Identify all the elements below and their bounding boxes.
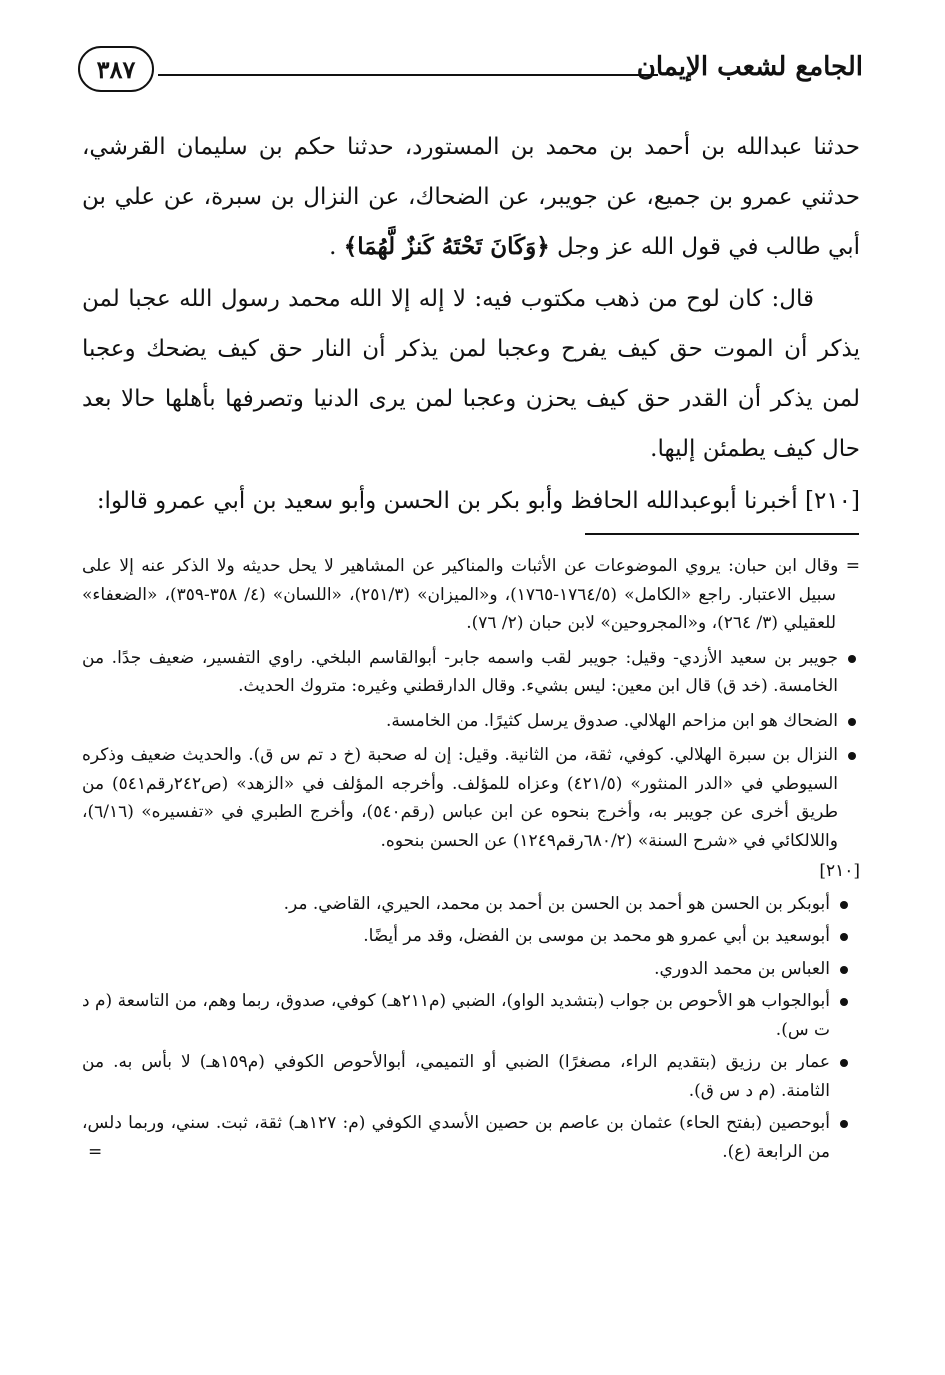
footnote-text: أبوبكر بن الحسن هو أحمد بن الحسن بن أحمد بن محمد، الحيري، القاضي. مر. xyxy=(283,893,830,914)
footnote-text: النزال بن سبرة الهلالي. كوفي، ثقة، من الثانية. وقيل: إن له صحبة (خ د تم س ق). والحديث ضعيف وذكره السيوطي في «الدر المنثور» (٤٢١/٥) وعزاه للمؤلف. وأخرجه المؤلف في «الزهد» (ص٢٤٢رقم٥٤١) من طريق أخرى عن جويبر به، وأخرج بنحوه عن ابن عباس (رقم٥٤٠)، وأخرج الطبري في «تفسيره» (٦/١٦)، واللالكائي في «شرح السنة» (٦٨٠/٢رقم١٢٤٩) عن الحسن بنحوه. xyxy=(82,745,839,851)
paragraph-hadith-210: [٢١٠] أخبرنا أبوعبدالله الحافظ وأبو بكر بن الحسن وأبو سعيد بن أبي عمرو قالوا: xyxy=(96,488,860,514)
bullet-icon xyxy=(840,901,848,909)
footnote-item xyxy=(82,1109,852,1166)
paragraph-isnad xyxy=(82,122,860,272)
footnote-text: الضحاك هو ابن مزاحم الهلالي. صدوق يرسل كثيرًا. من الخامسة. xyxy=(386,710,838,731)
page-header xyxy=(78,44,863,108)
footnote-item xyxy=(82,741,860,855)
footnote-continuation: = وقال ابن حبان: يروي الموضوعات عن الأثبات والمناكير عن المشاهير لا يحل حديثه ولا الذكر عنه إلا على سبيل الاعتبار. راجع «الكامل» (١٧٦٤/٥-١٧٦٥)، و«الميزان» (٢٥١/٣)، «اللسان» (٤/ ٣٥٨-٣٥٩)، «الضعفاء» للعقيلي (٣/ ٢٦٤)، و«المجروحين» لابن حبان (٢/ ٧٦). xyxy=(82,556,860,633)
bullet-icon xyxy=(848,752,856,760)
bullet-icon xyxy=(840,1059,848,1067)
footnote-text: أبوالجواب هو الأحوص بن جواب (بتشديد الواو)، الضبي (م٢١١هـ) كوفي، صدوق، ربما وهم، من التاسعة (م د ت س). xyxy=(82,991,830,1040)
sentence-end: . xyxy=(329,234,337,260)
header-rule xyxy=(158,74,658,76)
running-title: الجامع لشعب الإيمان xyxy=(636,52,863,82)
footnote-item xyxy=(82,922,852,951)
footnote-list-210 xyxy=(82,890,860,1167)
isnad-text: حدثنا عبدالله بن أحمد بن محمد بن المستورد، حدثنا حكم بن سليمان القرشي، حدثني عمرو بن جميع، عن جويبر، عن الضحاك، عن النزال بن سبرة، عن علي بن أبي طالب في قول الله عز وجل xyxy=(82,134,860,260)
footnote-item xyxy=(82,955,852,984)
footnote-text: عمار بن رزيق (بتقديم الراء، مصغرًا) الضبي أو التميمي، أبوالأحوص الكوفي (م١٥٩هـ) لا بأس به. من الثامنة. (م د س ق). xyxy=(82,1052,830,1101)
footnote-text: أبوحصين (بفتح الحاء) عثمان بن عاصم بن حصين الأسدي الكوفي (م: ١٢٧هـ) ثقة، ثبت. سني، وربما دلس، من الرابعة (ع). xyxy=(82,1113,830,1162)
footnotes xyxy=(82,552,860,1166)
continued-mark: = xyxy=(88,1141,103,1162)
bullet-icon xyxy=(848,718,856,726)
quran-verse: ﴿وَكَانَ تَحْتَهُ كَنزٌ لَّهُمَا﴾ xyxy=(343,233,550,260)
paragraph-matn: قال: كان لوح من ذهب مكتوب فيه: لا إله إلا الله محمد رسول الله عجبا لمن يذكر أن الموت حق كيف يفرح وعجبا لمن يذكر أن النار حق كيف يضحك وعجبا لمن يذكر أن القدر حق كيف يحزن وعجبا لمن يرى الدنيا وتصرفها بأهلها حالا بعد حال كيف يطمئن إليها. xyxy=(82,286,860,462)
footnote-ref-210: [٢١٠] xyxy=(819,861,860,881)
footnote-item xyxy=(82,987,852,1044)
bullet-icon xyxy=(840,1120,848,1128)
footnote-separator xyxy=(585,533,859,535)
footnote-list-209 xyxy=(82,644,860,856)
bullet-icon xyxy=(840,933,848,941)
footnote-item xyxy=(82,890,852,919)
main-text xyxy=(82,122,860,526)
bullet-icon xyxy=(840,966,848,974)
bullet-icon xyxy=(848,655,856,663)
footnote-item xyxy=(82,644,860,701)
footnote-item xyxy=(82,707,860,736)
footnote-item xyxy=(82,1048,852,1105)
bullet-icon xyxy=(840,998,848,1006)
page-number: ٣٨٧ xyxy=(78,46,154,92)
footnote-text: أبوسعيد بن أبي عمرو هو محمد بن موسى بن الفضل، وقد مر أيضًا. xyxy=(363,926,830,946)
footnote-text: جويبر بن سعيد الأزدي- وقيل: جويبر لقب واسمه جابر- أبوالقاسم البلخي. راوي التفسير، ضعيف جدًا. من الخامسة. (خد ق) قال ابن معين: ليس بشيء. وقال الدارقطني وغيره: متروك الحديث. xyxy=(82,647,838,696)
footnote-text: العباس بن محمد الدوري. xyxy=(654,958,830,979)
